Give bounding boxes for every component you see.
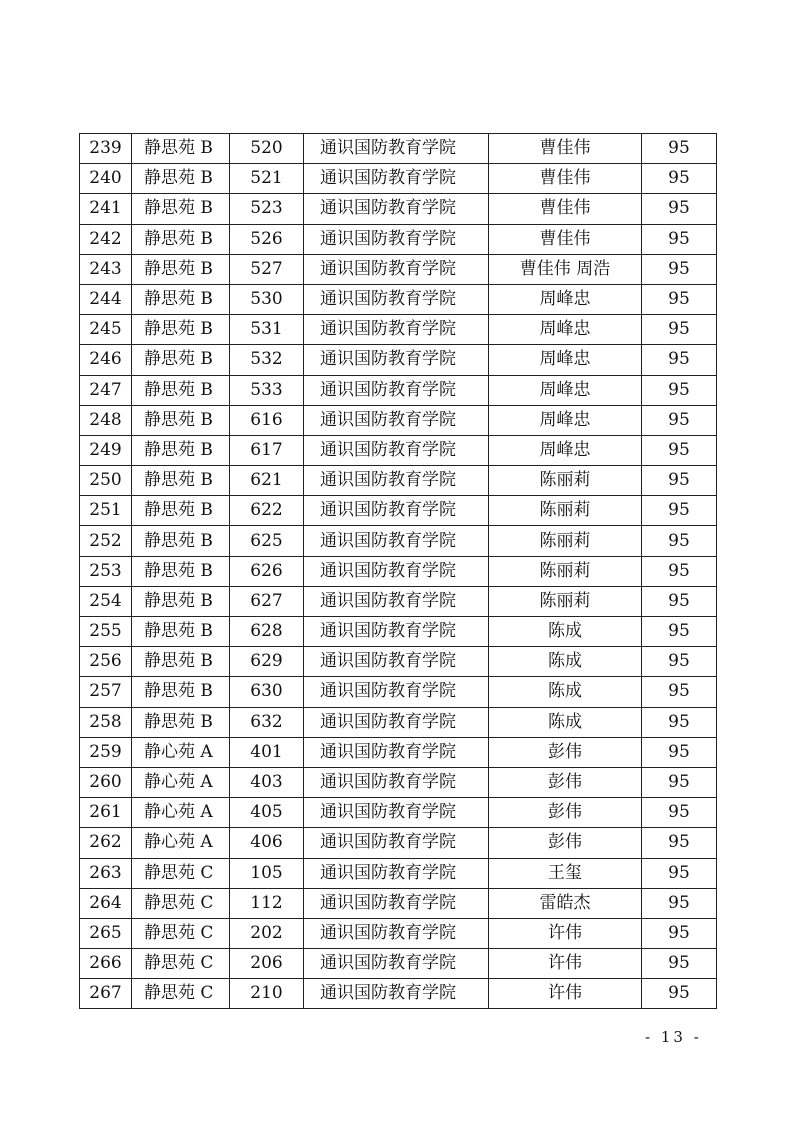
counselor-cell: 许伟 [489,949,642,979]
row-index-cell: 247 [80,375,132,405]
room-cell: 521 [230,164,304,194]
row-index-cell: 252 [80,526,132,556]
row-index-cell: 258 [80,707,132,737]
college-cell: 通识国防教育学院 [304,254,489,284]
building-cell: 静思苑 C [132,858,230,888]
counselor-cell: 彭伟 [489,737,642,767]
college-cell: 通识国防教育学院 [304,888,489,918]
table-row [80,979,717,1009]
room-cell: 630 [230,677,304,707]
table-row [80,828,717,858]
row-index-cell: 260 [80,767,132,797]
score-cell: 95 [642,949,717,979]
college-cell: 通识国防教育学院 [304,979,489,1009]
counselor-cell: 陈丽莉 [489,466,642,496]
building-cell: 静思苑 B [132,556,230,586]
building-cell: 静心苑 A [132,767,230,797]
room-cell: 533 [230,375,304,405]
score-cell: 95 [642,254,717,284]
score-cell: 95 [642,979,717,1009]
row-index-cell: 249 [80,435,132,465]
building-cell: 静思苑 B [132,405,230,435]
table-row [80,858,717,888]
row-index-cell: 251 [80,496,132,526]
table-row [80,707,717,737]
score-cell: 95 [642,707,717,737]
counselor-cell: 王玺 [489,858,642,888]
score-cell: 95 [642,617,717,647]
building-cell: 静思苑 B [132,647,230,677]
room-cell: 531 [230,315,304,345]
row-index-cell: 261 [80,798,132,828]
room-cell: 628 [230,617,304,647]
college-cell: 通识国防教育学院 [304,707,489,737]
college-cell: 通识国防教育学院 [304,617,489,647]
row-index-cell: 245 [80,315,132,345]
score-cell: 95 [642,556,717,586]
college-cell: 通识国防教育学院 [304,949,489,979]
row-index-cell: 257 [80,677,132,707]
building-cell: 静思苑 B [132,707,230,737]
table-row [80,466,717,496]
counselor-cell: 曹佳伟 [489,134,642,164]
college-cell: 通识国防教育学院 [304,798,489,828]
room-cell: 405 [230,798,304,828]
building-cell: 静思苑 B [132,164,230,194]
score-cell: 95 [642,164,717,194]
room-cell: 627 [230,586,304,616]
room-cell: 523 [230,194,304,224]
college-cell: 通识国防教育学院 [304,435,489,465]
counselor-cell: 周峰忠 [489,345,642,375]
building-cell: 静思苑 B [132,526,230,556]
counselor-cell: 陈成 [489,677,642,707]
table-row [80,134,717,164]
counselor-cell: 周峰忠 [489,405,642,435]
college-cell: 通识国防教育学院 [304,224,489,254]
score-cell: 95 [642,858,717,888]
row-index-cell: 267 [80,979,132,1009]
score-cell: 95 [642,918,717,948]
room-cell: 530 [230,284,304,314]
building-cell: 静思苑 C [132,979,230,1009]
college-cell: 通识国防教育学院 [304,405,489,435]
college-cell: 通识国防教育学院 [304,677,489,707]
score-cell: 95 [642,375,717,405]
table-row [80,737,717,767]
college-cell: 通识国防教育学院 [304,194,489,224]
row-index-cell: 263 [80,858,132,888]
counselor-cell: 陈丽莉 [489,556,642,586]
counselor-cell: 周峰忠 [489,315,642,345]
table-row [80,254,717,284]
college-cell: 通识国防教育学院 [304,767,489,797]
score-cell: 95 [642,647,717,677]
room-cell: 401 [230,737,304,767]
score-cell: 95 [642,194,717,224]
room-cell: 629 [230,647,304,677]
counselor-cell: 陈成 [489,617,642,647]
building-cell: 静思苑 B [132,586,230,616]
score-cell: 95 [642,315,717,345]
room-cell: 406 [230,828,304,858]
table-row [80,767,717,797]
room-cell: 112 [230,888,304,918]
page-number: - 13 - [645,1028,702,1046]
room-cell: 403 [230,767,304,797]
college-cell: 通识国防教育学院 [304,556,489,586]
building-cell: 静思苑 B [132,435,230,465]
room-cell: 622 [230,496,304,526]
counselor-cell: 彭伟 [489,767,642,797]
counselor-cell: 曹佳伟 [489,164,642,194]
building-cell: 静思苑 B [132,134,230,164]
score-cell: 95 [642,798,717,828]
room-cell: 621 [230,466,304,496]
counselor-cell: 曹佳伟 [489,194,642,224]
building-cell: 静思苑 B [132,194,230,224]
building-cell: 静思苑 C [132,918,230,948]
counselor-cell: 许伟 [489,918,642,948]
room-cell: 625 [230,526,304,556]
building-cell: 静心苑 A [132,798,230,828]
room-cell: 532 [230,345,304,375]
row-index-cell: 242 [80,224,132,254]
row-index-cell: 265 [80,918,132,948]
table-row [80,526,717,556]
table-row [80,586,717,616]
row-index-cell: 240 [80,164,132,194]
building-cell: 静思苑 B [132,466,230,496]
table-row [80,647,717,677]
building-cell: 静思苑 C [132,949,230,979]
room-cell: 626 [230,556,304,586]
row-index-cell: 255 [80,617,132,647]
score-cell: 95 [642,586,717,616]
score-cell: 95 [642,435,717,465]
building-cell: 静思苑 B [132,315,230,345]
counselor-cell: 陈成 [489,647,642,677]
room-cell: 105 [230,858,304,888]
row-index-cell: 253 [80,556,132,586]
room-cell: 527 [230,254,304,284]
score-cell: 95 [642,224,717,254]
table-row [80,556,717,586]
counselor-cell: 雷皓杰 [489,888,642,918]
college-cell: 通识国防教育学院 [304,647,489,677]
room-cell: 210 [230,979,304,1009]
row-index-cell: 243 [80,254,132,284]
row-index-cell: 264 [80,888,132,918]
table-row [80,435,717,465]
table-row [80,496,717,526]
room-cell: 616 [230,405,304,435]
row-index-cell: 239 [80,134,132,164]
college-cell: 通识国防教育学院 [304,858,489,888]
counselor-cell: 周峰忠 [489,284,642,314]
counselor-cell: 陈丽莉 [489,586,642,616]
table-row [80,617,717,647]
score-cell: 95 [642,828,717,858]
counselor-cell: 陈丽莉 [489,496,642,526]
counselor-cell: 曹佳伟 [489,224,642,254]
score-cell: 95 [642,284,717,314]
score-cell: 95 [642,526,717,556]
score-cell: 95 [642,677,717,707]
room-cell: 520 [230,134,304,164]
score-cell: 95 [642,345,717,375]
college-cell: 通识国防教育学院 [304,466,489,496]
table-row [80,677,717,707]
building-cell: 静心苑 A [132,737,230,767]
college-cell: 通识国防教育学院 [304,284,489,314]
college-cell: 通识国防教育学院 [304,586,489,616]
score-cell: 95 [642,888,717,918]
row-index-cell: 244 [80,284,132,314]
counselor-cell: 周峰忠 [489,435,642,465]
score-cell: 95 [642,737,717,767]
room-cell: 202 [230,918,304,948]
dormitory-score-table [79,133,717,1009]
table-row [80,224,717,254]
college-cell: 通识国防教育学院 [304,828,489,858]
room-cell: 632 [230,707,304,737]
building-cell: 静思苑 B [132,496,230,526]
room-cell: 617 [230,435,304,465]
college-cell: 通识国防教育学院 [304,134,489,164]
counselor-cell: 许伟 [489,979,642,1009]
table-row [80,284,717,314]
building-cell: 静思苑 B [132,284,230,314]
counselor-cell: 彭伟 [489,798,642,828]
building-cell: 静思苑 C [132,888,230,918]
table-row [80,405,717,435]
table-row [80,888,717,918]
score-cell: 95 [642,466,717,496]
building-cell: 静思苑 B [132,254,230,284]
building-cell: 静心苑 A [132,828,230,858]
counselor-cell: 陈成 [489,707,642,737]
row-index-cell: 241 [80,194,132,224]
row-index-cell: 266 [80,949,132,979]
score-cell: 95 [642,405,717,435]
college-cell: 通识国防教育学院 [304,496,489,526]
room-cell: 206 [230,949,304,979]
counselor-cell: 周峰忠 [489,375,642,405]
table-row [80,345,717,375]
row-index-cell: 256 [80,647,132,677]
row-index-cell: 246 [80,345,132,375]
counselor-cell: 彭伟 [489,828,642,858]
college-cell: 通识国防教育学院 [304,375,489,405]
college-cell: 通识国防教育学院 [304,345,489,375]
table-body [80,134,717,1009]
college-cell: 通识国防教育学院 [304,526,489,556]
building-cell: 静思苑 B [132,375,230,405]
building-cell: 静思苑 B [132,677,230,707]
table-row [80,918,717,948]
college-cell: 通识国防教育学院 [304,164,489,194]
college-cell: 通识国防教育学院 [304,315,489,345]
table-row [80,949,717,979]
row-index-cell: 250 [80,466,132,496]
building-cell: 静思苑 B [132,224,230,254]
row-index-cell: 259 [80,737,132,767]
score-cell: 95 [642,134,717,164]
table-row [80,798,717,828]
row-index-cell: 248 [80,405,132,435]
row-index-cell: 254 [80,586,132,616]
college-cell: 通识国防教育学院 [304,918,489,948]
room-cell: 526 [230,224,304,254]
score-cell: 95 [642,767,717,797]
counselor-cell: 陈丽莉 [489,526,642,556]
college-cell: 通识国防教育学院 [304,737,489,767]
table-row [80,315,717,345]
table-row [80,164,717,194]
building-cell: 静思苑 B [132,617,230,647]
building-cell: 静思苑 B [132,345,230,375]
score-cell: 95 [642,496,717,526]
table-row [80,375,717,405]
table-row [80,194,717,224]
counselor-cell: 曹佳伟 周浩 [489,254,642,284]
row-index-cell: 262 [80,828,132,858]
